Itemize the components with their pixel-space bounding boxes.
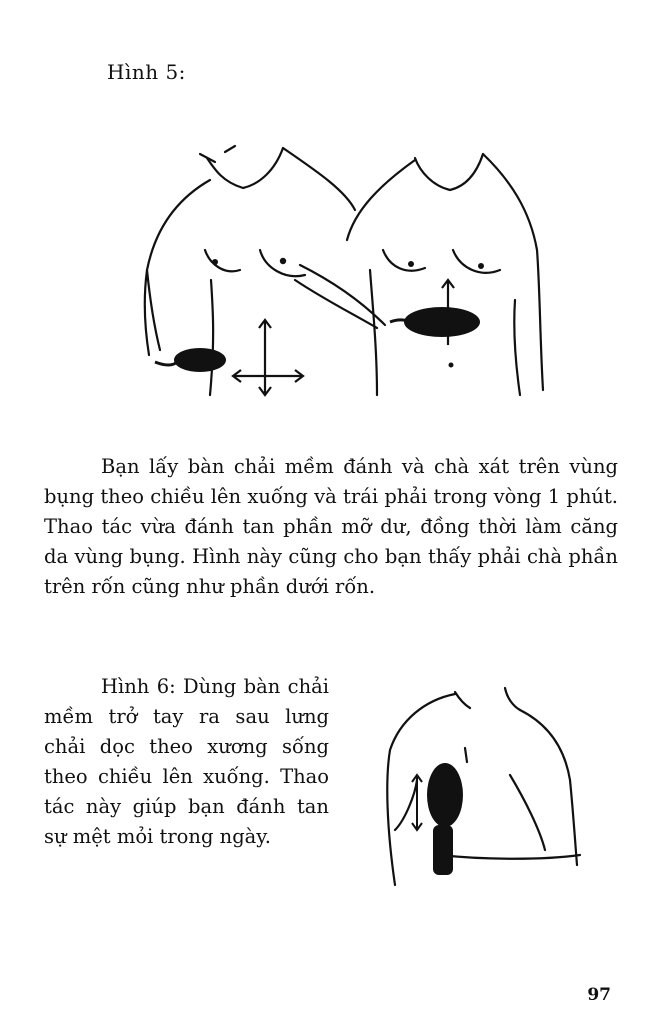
direction-arrows-icon [233, 280, 454, 395]
back-right-shoulder [520, 710, 577, 865]
page-number: 97 [587, 985, 611, 1005]
paragraph-text: Bạn lấy bàn chải mềm đánh và chà xát trên vùng bụng theo chiều lên xuống và trái phải trong vòng 1 phút. Thao tác vừa đánh tan phần mỡ dư, đồng thời làm căng da vùng bụng. Hình này cũng cho bạn thấy phải chà phần trên rốn cũng như phần dưới rốn. [44, 455, 618, 598]
left-torso-hair [200, 146, 235, 162]
left-torso-right-shoulder [283, 148, 355, 210]
figure-6-illustration [355, 680, 595, 895]
figure-5-illustration [115, 140, 565, 410]
back-elbow [440, 855, 580, 859]
left-forearm [147, 270, 160, 350]
brush-icon-left [174, 348, 226, 372]
figure-6-caption: Hình 6: Dùng bàn chải mềm trở tay ra sau lưng chải dọc theo xương sống theo chiều lên xuống. Thao tác này giúp bạn đánh tan sự mệt mỏi trong ngày. [44, 675, 329, 848]
back-brush-icon [427, 763, 463, 827]
body-paragraph [44, 452, 618, 602]
right-torso-neck [415, 154, 483, 190]
brush-icon-right [404, 307, 480, 337]
right-torso-side [370, 270, 377, 395]
right-torso-breasts [383, 250, 500, 273]
figure-5-label: Hình 5: [107, 60, 186, 84]
back-neck [455, 688, 520, 710]
right-torso-waist [514, 300, 520, 395]
left-torso-neck [207, 148, 283, 188]
left-torso-breasts [205, 250, 305, 276]
right-torso-left-shoulder [347, 160, 415, 240]
back-spine [465, 748, 467, 762]
left-torso-side [210, 280, 213, 395]
